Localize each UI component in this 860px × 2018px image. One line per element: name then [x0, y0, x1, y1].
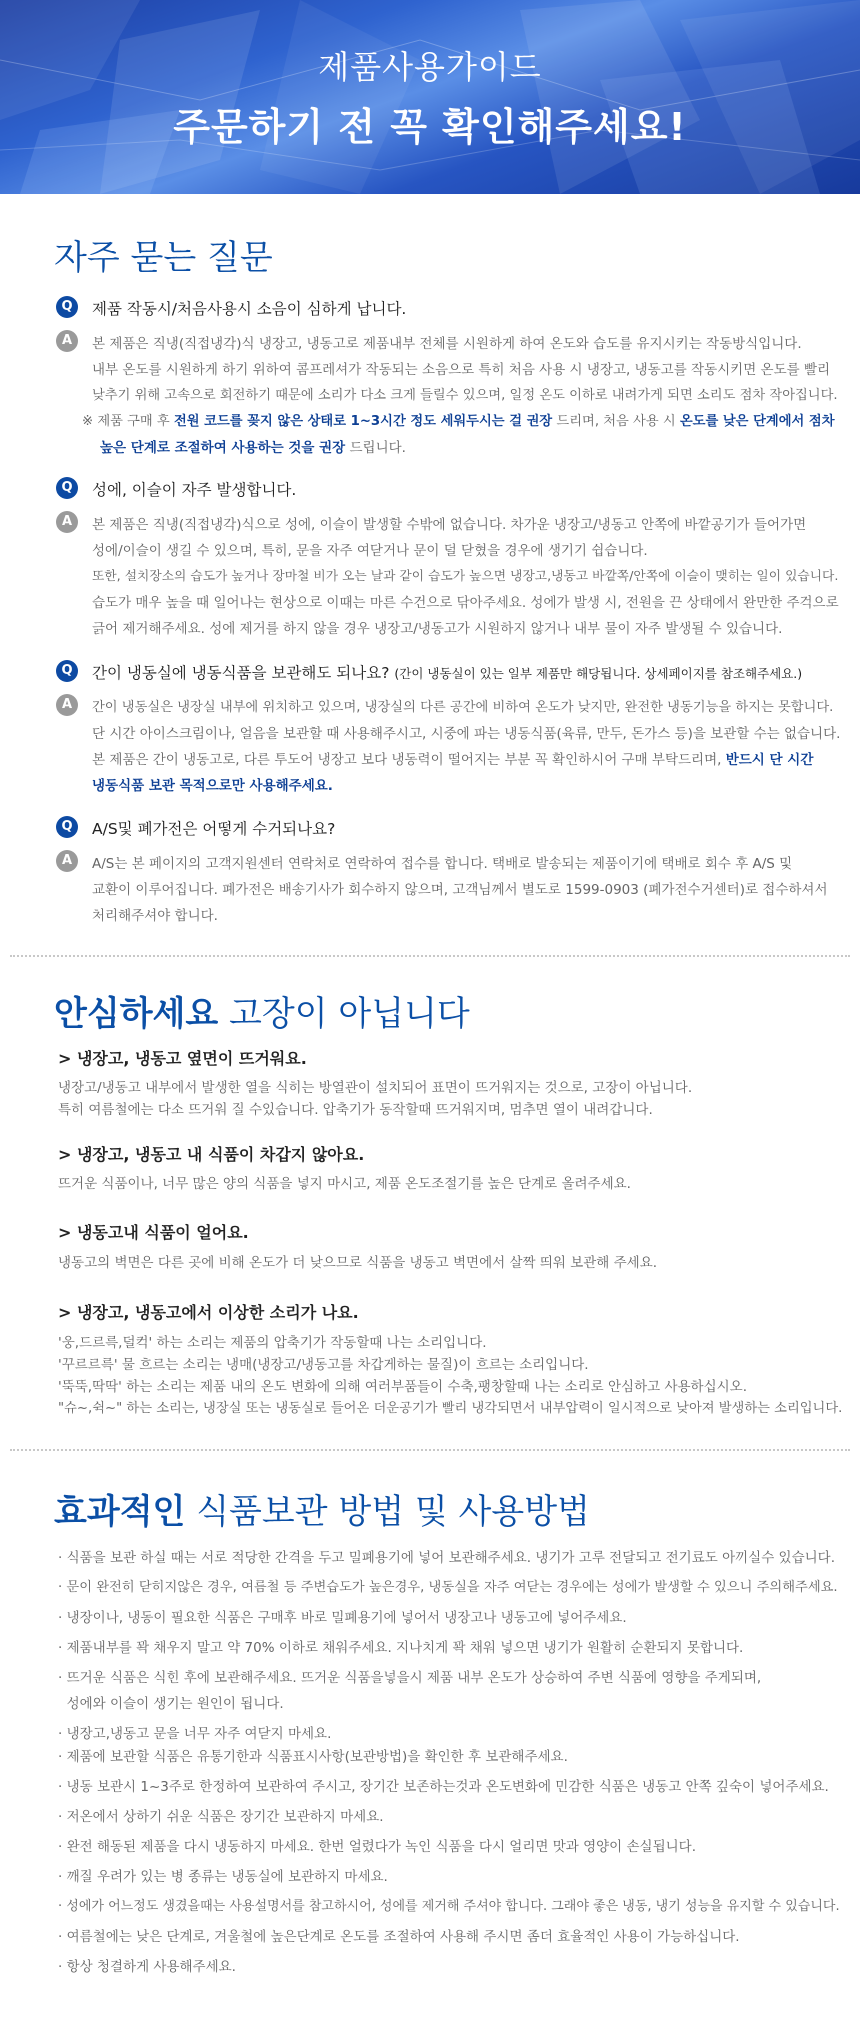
faq-answer-line: 습도가 매우 높을 때 일어나는 현상으로 이때는 마른 수건으로 닦아주세요. 성에가 발생 시, 전원을 끈 상태에서 완만한 주걱으로	[92, 595, 839, 611]
faq-question: 제품 작동시/처음사용시 소음이 심하게 납니다.	[92, 300, 407, 318]
storage-tip: · 제품에 보관할 식품은 유통기한과 식품표시사항(보관방법)을 확인한 후 보관해주세요.	[58, 1749, 568, 1765]
storage-tip: · 제품내부를 꽉 채우지 말고 약 70% 이하로 채워주세요. 지나치게 꽉 채워 넣으면 냉기가 원활히 순환되지 못합니다.	[58, 1640, 744, 1656]
storage-tip: 성에와 이슬이 생기는 원인이 됩니다.	[58, 1696, 284, 1712]
storage-tip: · 문이 완전히 닫히지않은 경우, 여름철 등 주변습도가 높은경우, 냉동실을 자주 여닫는 경우에는 성에가 발생할 수 있으니 주의해주세요.	[58, 1580, 838, 1595]
answer-badge: A	[56, 511, 78, 533]
hero-title: 주문하기 전 꼭 확인해주세요!	[173, 105, 687, 149]
faq-answer-line: 교환이 이루어집니다. 폐가전은 배송기사가 회수하지 않으며, 고객님께서 별도로 1599-0903 (폐가전수거센터)로 접수하셔서	[92, 882, 828, 898]
answer-badge: A	[56, 694, 78, 716]
storage-tip: · 냉장고,냉동고 문을 너무 자주 여닫지 마세요.	[58, 1726, 332, 1742]
faq-answer-line: A/S는 본 페이지의 고객지원센터 연락처로 연락하여 접수를 합니다. 택배로 발송되는 제품이기에 택배로 회수 후 A/S 및	[92, 856, 793, 872]
faq-answer-line: 본 제품은 간이 냉동고로, 다른 투도어 냉장고 보다 냉동력이 떨어지는 부분 꼭 확인하시어 구매 부탁드리며, 반드시 단 시간	[92, 752, 814, 768]
question-badge: Q	[56, 477, 78, 499]
answer-badge: A	[56, 330, 78, 352]
section-divider	[10, 1449, 850, 1451]
faq-answer-line: 간이 냉동실은 냉장실 내부에 위치하고 있으며, 냉장실의 다른 공간에 비하여 온도가 낮지만, 완전한 냉동기능을 하지는 못합니다.	[92, 700, 834, 715]
storage-tip: · 저온에서 상하기 쉬운 식품은 장기간 보관하지 마세요.	[58, 1809, 384, 1825]
not-broken-title: 안심하세요 고장이 아닙니다	[54, 994, 470, 1034]
issue-text: "슈~,쉭~" 하는 소리는, 냉장실 또는 냉동실로 들어온 더운공기가 빨리 냉각되면서 내부압력이 일시적으로 낮아져 발생하는 소리입니다.	[58, 1401, 843, 1416]
issue-text: '뚝뚝,딱딱' 하는 소리는 제품 내의 온도 변화에 의해 여러부품들이 수축,팽창할때 나는 소리로 안심하고 사용하십시오.	[58, 1379, 748, 1395]
issue-text: 냉동고의 벽면은 다른 곳에 비해 온도가 더 낮으므로 식품을 냉동고 벽면에서 살짝 띄워 보관해 주세요.	[58, 1255, 658, 1271]
faq-answer-line: 긁어 제거해주세요. 성에 제거를 하지 않을 경우 냉장고/냉동고가 시원하지 않거나 내부 물이 자주 발생될 수 있습니다.	[92, 621, 783, 637]
issue-heading: > 냉장고, 냉동고에서 이상한 소리가 나요.	[58, 1303, 359, 1322]
question-badge: Q	[56, 816, 78, 838]
storage-tip: · 냉동 보관시 1~3주로 한정하여 보관하여 주시고, 장기간 보존하는것과 온도변화에 민감한 식품은 냉동고 안쪽 깊숙이 넣어주세요.	[58, 1779, 829, 1795]
storage-title: 효과적인 식품보관 방법 및 사용방법	[54, 1492, 590, 1532]
storage-tip: · 항상 청결하게 사용해주세요.	[58, 1959, 236, 1975]
faq-answer-line: 단 시간 아이스크림이나, 얼음을 보관할 때 사용해주시고, 시중에 파는 냉동식품(육류, 만두, 돈가스 등)을 보관할 수는 없습니다.	[92, 726, 841, 742]
issue-heading: > 냉장고, 냉동고 내 식품이 차갑지 않아요.	[58, 1145, 365, 1164]
issue-heading: > 냉동고내 식품이 얼어요.	[58, 1223, 249, 1242]
faq-note-line: ※ 제품 구매 후 전원 코드를 꽂지 않은 상태로 1~3시간 정도 세워두시는 걸 권장 드리며, 처음 사용 시 온도를 낮은 단계에서 점차	[82, 414, 835, 429]
storage-tip: · 여름철에는 낮은 단계로, 겨울철에 높은단계로 온도를 조절하여 사용해 주시면 좀더 효율적인 사용이 가능하십니다.	[58, 1929, 740, 1945]
faq-answer-line: 처리해주셔야 합니다.	[92, 908, 218, 924]
storage-tip: · 깨질 우려가 있는 병 종류는 냉동실에 보관하지 마세요.	[58, 1869, 388, 1885]
faq-answer-line: 내부 온도를 시원하게 하기 위하여 콤프레셔가 작동되는 소음으로 특히 처음 사용 시 냉장고, 냉동고를 작동시키면 온도를 빨리	[92, 362, 831, 378]
faq-question: A/S및 폐가전은 어떻게 수거되나요?	[92, 820, 336, 838]
issue-text: 특히 여름철에는 다소 뜨거워 질 수있습니다. 압축기가 동작할때 뜨거워지며, 멈추면 열이 내려갑니다.	[58, 1102, 653, 1118]
storage-tip: · 성에가 어느정도 생겼을때는 사용설명서를 참고하시어, 성에를 제거해 주셔야 합니다. 그래야 좋은 냉동, 냉기 성능을 유지할 수 있습니다.	[58, 1899, 840, 1914]
storage-tip: · 뜨거운 식품은 식힌 후에 보관해주세요. 뜨거운 식품을넣을시 제품 내부 온도가 상승하여 주변 식품에 영향을 주게되며,	[58, 1670, 762, 1686]
issue-heading: > 냉장고, 냉동고 옆면이 뜨거워요.	[58, 1049, 307, 1068]
faq-answer-line: 성에/이슬이 생길 수 있으며, 특히, 문을 자주 여닫거나 문이 덜 닫혔을 경우에 생기기 쉽습니다.	[92, 543, 648, 559]
storage-tip: · 완전 해동된 제품을 다시 냉동하지 마세요. 한번 얼렸다가 녹인 식품을 다시 얼리면 맛과 영양이 손실됩니다.	[58, 1839, 697, 1855]
faq-answer-line: 본 제품은 직냉(직접냉각)식으로 성에, 이슬이 발생할 수밖에 없습니다. 차가운 냉장고/냉동고 안쪽에 바깥공기가 들어가면	[92, 517, 807, 533]
faq-answer-line: 낮추기 위해 고속으로 회전하기 때문에 소리가 다소 크게 들릴수 있으며, 일정 온도 이하로 내려가게 되면 소리도 점차 작아집니다.	[92, 388, 838, 403]
faq-answer-line: 냉동식품 보관 목적으로만 사용해주세요.	[92, 778, 333, 794]
section-divider	[10, 955, 850, 957]
question-badge: Q	[56, 660, 78, 682]
faq-answer-line: 본 제품은 직냉(직접냉각)식 냉장고, 냉동고로 제품내부 전체를 시원하게 하여 온도와 습도를 유지시키는 작동방식입니다.	[92, 336, 802, 352]
issue-text: '꾸르르륵' 물 흐르는 소리는 냉매(냉장고/냉동고를 차갑게하는 물질)이 흐르는 소리입니다.	[58, 1357, 589, 1373]
faq-question: 간이 냉동실에 냉동식품을 보관해도 되나요? (간이 냉동실이 있는 일부 제품만 해당됩니다. 상세페이지를 참조해주세요.)	[92, 664, 803, 682]
hero-subtitle: 제품사용가이드	[318, 48, 542, 86]
issue-text: 뜨거운 식품이나, 너무 많은 양의 식품을 넣지 마시고, 제품 온도조절기를 높은 단계로 올려주세요.	[58, 1176, 631, 1192]
question-badge: Q	[56, 296, 78, 318]
faq-question: 성에, 이슬이 자주 발생합니다.	[92, 481, 297, 499]
issue-text: '웅,드르륵,덜컥' 하는 소리는 제품의 압축기가 작동할때 나는 소리입니다.	[58, 1335, 487, 1351]
answer-badge: A	[56, 850, 78, 872]
issue-text: 냉장고/냉동고 내부에서 발생한 열을 식히는 방열관이 설치되어 표면이 뜨거워지는 것으로, 고장이 아닙니다.	[58, 1080, 693, 1096]
storage-tip: · 냉장이나, 냉동이 필요한 식품은 구매후 바로 밀폐용기에 넣어서 냉장고나 냉동고에 넣어주세요.	[58, 1610, 627, 1626]
faq-title: 자주 묻는 질문	[54, 238, 273, 278]
faq-answer-line: 또한, 설치장소의 습도가 높거나 장마철 비가 오는 날과 같이 습도가 높으면 냉장고,냉동고 바깥쪽/안쪽에 이슬이 맺히는 일이 있습니다.	[92, 569, 839, 584]
faq-note-line: 높은 단계로 조절하여 사용하는 것을 권장 드립니다.	[100, 440, 406, 456]
storage-tip: · 식품을 보관 하실 때는 서로 적당한 간격을 두고 밀폐용기에 넣어 보관해주세요. 냉기가 고루 전달되고 전기료도 아끼실수 있습니다.	[58, 1550, 835, 1566]
hero-banner	[0, 0, 860, 194]
